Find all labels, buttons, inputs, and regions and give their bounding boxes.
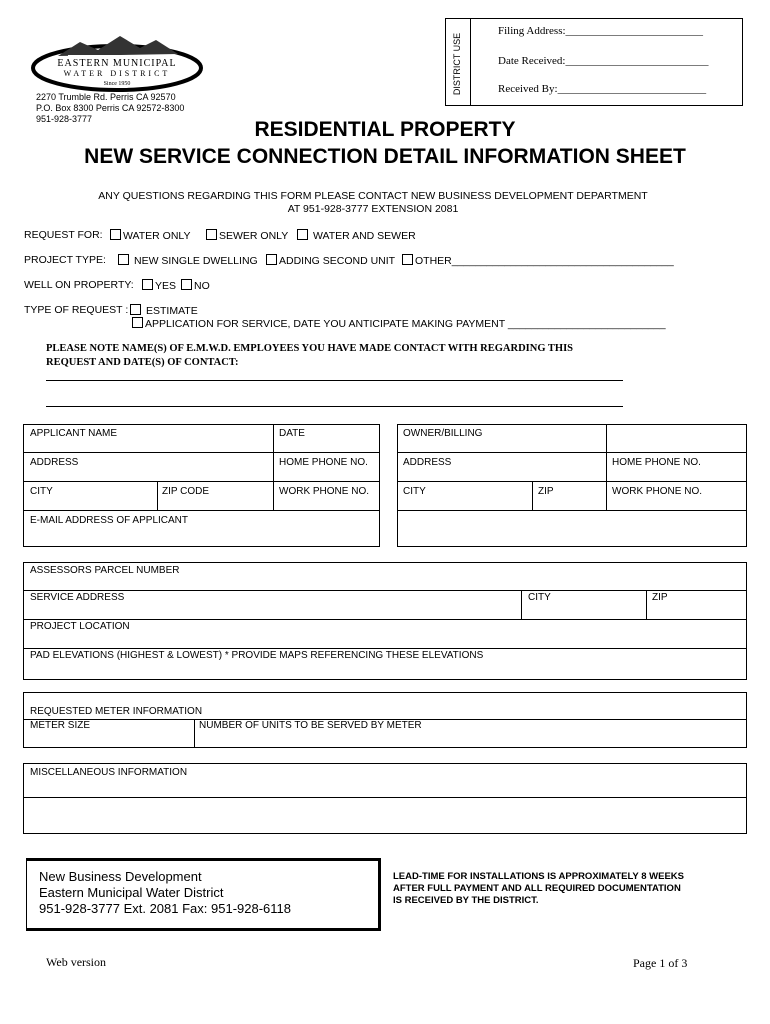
applicant-zip-cell[interactable]: ZIP CODE [162, 486, 210, 497]
owner-zip-cell[interactable]: ZIP [538, 486, 554, 497]
pad-elevations-cell[interactable]: PAD ELEVATIONS (HIGHEST & LOWEST) * PROVIDE MAPS REFERENCING THESE ELEVATIONS [30, 650, 484, 661]
applicant-email-cell[interactable]: E-MAIL ADDRESS OF APPLICANT [30, 515, 189, 526]
well-row [24, 279, 210, 292]
service-city-cell[interactable]: CITY [528, 592, 551, 603]
checkbox[interactable] [142, 279, 153, 290]
option-label: ADDING SECOND UNIT [279, 255, 396, 267]
date-received-field[interactable]: Date Received:__________________________ [498, 55, 709, 67]
district-use-label: DISTRICT USE [452, 32, 462, 96]
row-divider [397, 481, 747, 482]
checkbox[interactable] [402, 254, 413, 265]
filing-address-field[interactable]: Filing Address:_________________________ [498, 25, 704, 37]
applicant-home-phone-cell[interactable]: HOME PHONE NO. [279, 457, 368, 468]
option-label: SEWER ONLY [219, 230, 289, 242]
request-water-and-sewer[interactable] [297, 229, 416, 242]
page-title [0, 116, 770, 170]
lead-time-line2: AFTER FULL PAYMENT AND ALL REQUIRED DOCUMENTATION [393, 883, 681, 894]
request-for-row [24, 229, 416, 242]
apn-cell[interactable]: ASSESSORS PARCEL NUMBER [30, 565, 180, 576]
employees-note-line2: REQUEST AND DATE(S) OF CONTACT: [46, 357, 239, 368]
project-adding-second-unit[interactable] [266, 254, 395, 267]
project-other[interactable] [402, 254, 674, 267]
project-type-row [24, 254, 674, 267]
request-water-only[interactable] [110, 229, 190, 242]
service-address-cell[interactable]: SERVICE ADDRESS [30, 592, 125, 603]
contact-box-text [39, 869, 291, 917]
applicant-work-phone-cell[interactable]: WORK PHONE NO. [279, 486, 370, 497]
contact-note-line1: ANY QUESTIONS REGARDING THIS FORM PLEASE CONTACT NEW BUSINESS DEVELOPMENT DEPARTMENT [98, 190, 648, 202]
col-divider [273, 424, 274, 510]
option-label: ESTIMATE [146, 305, 198, 317]
contact-note [0, 190, 746, 216]
project-type-label: PROJECT TYPE: [24, 254, 106, 266]
row-divider [23, 619, 747, 620]
row-divider [23, 452, 380, 453]
checkbox[interactable] [130, 304, 141, 315]
row-divider [23, 481, 380, 482]
address-line3: 951-928-3777 [36, 114, 93, 124]
applicant-address-cell[interactable]: ADDRESS [30, 457, 79, 468]
district-use-divider [470, 18, 471, 106]
applicant-date-cell[interactable]: DATE [279, 428, 305, 439]
request-application[interactable] [132, 317, 666, 330]
lead-time-line1: LEAD-TIME FOR INSTALLATIONS IS APPROXIMATELY 8 WEEKS [393, 871, 684, 882]
checkbox[interactable] [181, 279, 192, 290]
contact-box-line3: 951-928-3777 Ext. 2081 Fax: 951-928-6118 [39, 901, 291, 916]
misc-info-cell[interactable]: MISCELLANEOUS INFORMATION [30, 767, 188, 778]
checkbox[interactable] [118, 254, 129, 265]
row-divider [23, 510, 380, 511]
col-divider [646, 590, 647, 619]
col-divider [532, 481, 533, 510]
lead-time-line3: IS RECEIVED BY THE DISTRICT. [393, 895, 539, 906]
address-line2: P.O. Box 8300 Perris CA 92572-8300 [36, 103, 185, 113]
row-divider [23, 590, 747, 591]
applicant-name-cell[interactable]: APPLICANT NAME [30, 428, 118, 439]
owner-billing-cell[interactable]: OWNER/BILLING [403, 428, 483, 439]
request-estimate[interactable] [130, 304, 198, 317]
option-label: APPLICATION FOR SERVICE, DATE YOU ANTICIPATE MAKING PAYMENT ___________________________ [145, 318, 666, 330]
option-label: WATER ONLY [123, 230, 191, 242]
checkbox[interactable] [266, 254, 277, 265]
meter-info-header: REQUESTED METER INFORMATION [30, 706, 203, 717]
option-label: OTHER______________________________________ [415, 255, 674, 267]
col-divider [157, 481, 158, 510]
well-yes[interactable] [142, 279, 176, 292]
request-for-label: REQUEST FOR: [24, 229, 103, 241]
employees-entry-line-2[interactable] [46, 406, 623, 407]
owner-home-phone-cell[interactable]: HOME PHONE NO. [612, 457, 701, 468]
employees-note-line1: PLEASE NOTE NAME(S) OF E.M.W.D. EMPLOYEES YOU HAVE MADE CONTACT WITH REGARDING THIS [46, 343, 574, 354]
meter-size-cell[interactable]: METER SIZE [30, 720, 91, 731]
units-served-cell[interactable]: NUMBER OF UNITS TO BE SERVED BY METER [199, 720, 422, 731]
row-divider [397, 452, 747, 453]
employees-note [46, 342, 573, 370]
well-no[interactable] [181, 279, 210, 292]
row-divider [23, 797, 747, 798]
lead-time-note [393, 871, 684, 907]
checkbox[interactable] [110, 229, 121, 240]
logo-name-line2: WATER DISTRICT [63, 69, 171, 78]
row-divider [397, 510, 747, 511]
logo-name-line1: EASTERN MUNICIPAL [57, 58, 177, 69]
address-line1: 2270 Trumble Rd. Perris CA 92570 [36, 92, 176, 102]
page-number: Page 1 of 3 [633, 956, 688, 970]
owner-city-cell[interactable]: CITY [403, 486, 426, 497]
col-divider [194, 719, 195, 748]
option-label: NO [194, 280, 210, 292]
service-zip-cell[interactable]: ZIP [652, 592, 668, 603]
type-of-request-label: TYPE OF REQUEST : [24, 304, 129, 316]
option-label: WATER AND SEWER [313, 230, 416, 242]
type-of-request-row [24, 304, 666, 330]
parcel-table [23, 562, 747, 680]
option-label: NEW SINGLE DWELLING [134, 255, 258, 267]
col-divider [606, 424, 607, 510]
web-version-label: Web version [46, 955, 107, 969]
employees-entry-line-1[interactable] [46, 380, 623, 381]
checkbox[interactable] [297, 229, 308, 240]
owner-address-cell[interactable]: ADDRESS [403, 457, 452, 468]
owner-work-phone-cell[interactable]: WORK PHONE NO. [612, 486, 703, 497]
project-new-single-dwelling[interactable] [118, 254, 258, 267]
project-location-cell[interactable]: PROJECT LOCATION [30, 621, 130, 632]
option-label: YES [155, 280, 177, 292]
district-logo [28, 28, 206, 96]
title-line2: NEW SERVICE CONNECTION DETAIL INFORMATION SHEET [84, 145, 686, 168]
contact-box-line1: New Business Development [39, 869, 202, 884]
applicant-city-cell[interactable]: CITY [30, 486, 53, 497]
received-by-field[interactable]: Received By:___________________________ [498, 83, 707, 95]
request-sewer-only[interactable] [206, 229, 288, 242]
row-divider [23, 648, 747, 649]
contact-box-line2: Eastern Municipal Water District [39, 885, 224, 900]
title-line1: RESIDENTIAL PROPERTY [254, 118, 516, 141]
checkbox[interactable] [206, 229, 217, 240]
col-divider [521, 590, 522, 619]
checkbox[interactable] [132, 317, 143, 328]
well-label: WELL ON PROPERTY: [24, 279, 134, 291]
logo-since: Since 1950 [103, 81, 131, 87]
contact-note-line2: AT 951-928-3777 EXTENSION 2081 [287, 203, 459, 215]
